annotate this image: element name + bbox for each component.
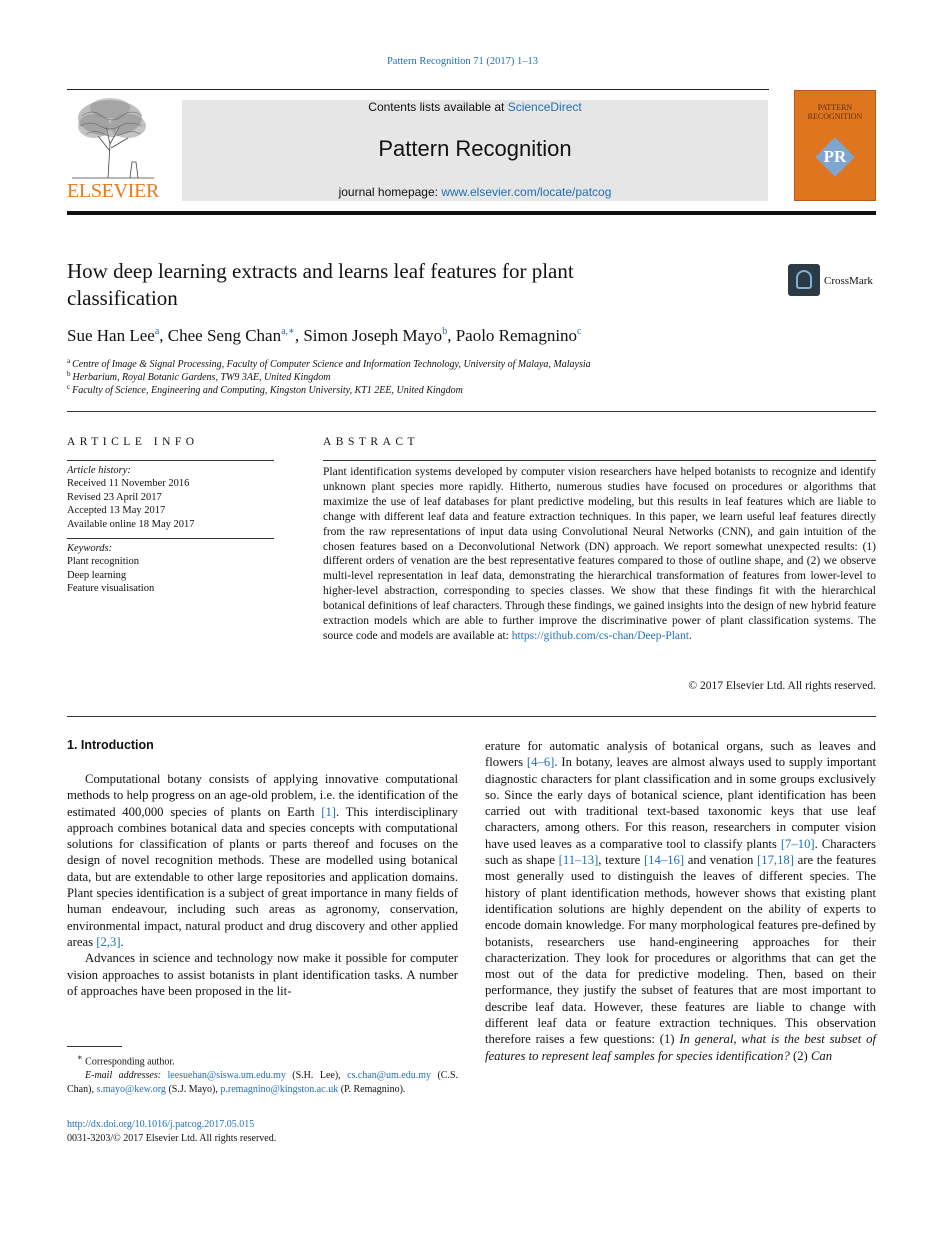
paragraph-text: . Characters such as shape [485, 836, 876, 868]
history-received: Received 11 November 2016 [67, 478, 190, 490]
abstract-body: Plant identification systems developed by computer vision researchers have helped botanists to recognize and identify unknown plant species more rapidly. Hitherto, numerous studies have focused on procedures or algorithms that maximize the use of leaf databases for plant predictive modeling, but this results in leaf features which are liable to change with different leaf data and feature extraction techniques. In this paper, we learn useful leaf features directly from the raw representations of input data using Convolutional Neural Networks (CNN), and gain intuition of the chosen features based on a Deconvolutional Network (DN) approach. We report somewhat unexpected results: (1) different orders of venation are the best representative features compared to those of outline shape, and (2) we observe multi-level representation in leaf data, demonstrating the hierarchical transformation of features from lower-level to higher-level abstraction, corresponding to species classes. We show that these findings fit with the hierarchical botanical definitions of leaf characters. Through these findings, we gained insights into the design of new hybrid feature extraction models which are able to further improve the discriminative power of plant classification systems. The source code and models are available at: [323, 466, 876, 642]
affiliation-mark: c [67, 383, 71, 391]
affiliation-mark: a [67, 357, 71, 365]
paragraph-text: . In botany, leaves are almost always used to supply important diagnostic characters for plant classification and in some groups exclusively so. Since the early days of botanical science, plant identification has been carried out with traditional text-based taxonomic keys that use leaf characters, among others. For this reason, researchers in computer vision have used leaves as a comparative tool to classify plants [485, 755, 876, 851]
history-revised: Revised 23 April 2017 [67, 491, 162, 503]
question-text: In general, what is the best subset of features to represent leaf samples for species identification? [485, 1032, 876, 1063]
elsevier-wordmark: ELSEVIER [67, 180, 160, 202]
author-name[interactable]: Paolo Remagnino [455, 326, 578, 345]
affiliation [67, 383, 463, 396]
elsevier-tree-icon [70, 96, 156, 180]
paragraph-text: Computational botany consists of applying innovative computational methods to help progress on an age-old problem, i.e. the identification of the estimated 400,000 species of plants on Earth [67, 772, 458, 819]
citation-ref[interactable]: [11–13] [558, 853, 599, 868]
abstract-rule [323, 460, 876, 461]
abstract-end: . [688, 629, 692, 642]
sciencedirect-link[interactable]: ScienceDirect [507, 100, 582, 114]
history-accepted: Accepted 13 May 2017 [67, 505, 166, 517]
citation-ref[interactable]: [17,18] [757, 853, 794, 868]
abstract-copyright: © 2017 Elsevier Ltd. All rights reserved. [688, 680, 876, 692]
homepage-line [182, 185, 768, 199]
citation-ref[interactable]: [2,3] [96, 934, 121, 949]
paragraph-text: and venation [684, 853, 757, 868]
history-online: Available online 18 May 2017 [67, 518, 195, 530]
body-column-left [67, 771, 458, 999]
header-rule [67, 411, 876, 412]
affiliation-mark: b [67, 370, 71, 378]
article-title [67, 258, 747, 312]
citation-link[interactable]: Pattern Recognition 71 (2017) 1–13 [386, 56, 539, 67]
footnotes [67, 1051, 458, 1096]
paragraph [67, 771, 458, 950]
author-name[interactable]: Chee Seng Chan [167, 326, 282, 345]
author-list: Sue Han Lee$^a$, Chee Seng Chan$^{a,∗}$, Simon Joseph Mayo$^b$, Paolo Remagnino$^c$ [67, 326, 582, 345]
doi-link[interactable]: http://dx.doi.org/10.1016/j.patcog.2017.05.015 [67, 1119, 255, 1130]
section-heading-introduction: 1. Introduction [67, 738, 154, 752]
affiliation-text: Centre of Image & Signal Processing, Faculty of Computer Science and Information Technology, University of Malaya, Malaysia [72, 359, 591, 370]
paragraph-text: . This interdisciplinary approach combines botanical data and species concepts with computational solutions for classification of plants or parts thereof and focuses on the design of novel recognition methods. These are modelled using botanical data, but are extendable to other large repositories and application domains. Plant species identification is a subject of great importance in many fields of human endeavour, including such areas as agronomy, conservation, environmental impact, natural product and drug discovery and other applied areas [67, 804, 459, 949]
paragraph-text: (2) [789, 1048, 811, 1063]
article-info-rule [67, 460, 274, 461]
paragraph-text: . [120, 934, 124, 949]
body-rule [67, 716, 876, 717]
cover-mark: PR [823, 147, 847, 166]
footnote-rule [67, 1046, 122, 1047]
elsevier-logo [67, 96, 162, 206]
journal-cover-image[interactable] [794, 90, 876, 201]
email-owner: (S.H. Lee), [285, 1069, 348, 1081]
affiliation [67, 357, 591, 370]
issn-copyright: 0031-3203/© 2017 Elsevier Ltd. All rights reserved. [67, 1132, 277, 1144]
crossmark-label: CrossMark [824, 275, 873, 287]
article-title-line2: classification [67, 286, 178, 310]
email-owner: (P. Remagnino). [338, 1083, 406, 1095]
paragraph [485, 738, 876, 1064]
masthead-bottom-rule [67, 211, 876, 215]
author-affil-mark[interactable]: a [154, 326, 160, 337]
email-link[interactable]: leesuehan@siswa.um.edu.my [167, 1069, 286, 1081]
citation-ref[interactable]: [4–6] [526, 755, 555, 770]
article-info-heading: ARTICLE INFO [67, 436, 199, 448]
keyword: Deep learning [67, 569, 127, 581]
email-addresses [67, 1069, 458, 1096]
body-column-right [485, 738, 876, 1064]
keywords-rule [67, 538, 274, 539]
keywords-block [67, 542, 274, 596]
author-affil-mark[interactable]: b [442, 326, 448, 337]
masthead-top-rule [67, 89, 769, 90]
homepage-prefix: journal homepage: [338, 185, 442, 199]
paragraph: Advances in science and technology now make it possible for computer vision approaches to assist botanists in plant identification tasks. A number of approaches have been proposed in the lit- [67, 951, 458, 998]
journal-homepage-link[interactable]: www.elsevier.com/locate/patcog [441, 185, 612, 199]
source-code-link[interactable]: https://github.com/cs-chan/Deep-Plant [511, 629, 689, 642]
journal-citation[interactable] [0, 56, 925, 67]
email-link[interactable]: s.mayo@kew.org [96, 1083, 166, 1095]
email-link[interactable]: p.remagnino@kingston.ac.uk [220, 1083, 339, 1095]
citation-ref[interactable]: [14–16] [643, 853, 685, 868]
article-history [67, 464, 274, 531]
history-label: Article history: [67, 465, 131, 476]
doi-block [67, 1118, 276, 1145]
email-owner: (S.J. Mayo), [165, 1083, 218, 1095]
abstract-heading: ABSTRACT [323, 436, 420, 448]
affiliation [67, 370, 330, 383]
paragraph-text: are the features most generally used to distinguish the leaves of different species. The history of plant identification methods, however shows that existing plant identification solutions are highly dependent on the ability of experts to encode domain knowledge. For many morphological features pre-defined by botanists, researchers use hand-engineering approaches for their characterization. They look for procedures or algorithms that can get the most out of the data for predictive modeling. Then, based on their performance, they justify the subset of features that are most important to describe leaf data. However, these features are liable to change with different leaf data or feature extraction techniques. This observation therefore raises a few questions: (1) [485, 853, 877, 1047]
email-link[interactable]: cs.chan@um.edu.my [347, 1069, 432, 1081]
article-title-line1: How deep learning extracts and learns leaf features for plant [67, 259, 574, 283]
cover-title: PATTERN RECOGNITION [807, 103, 863, 121]
paragraph-text: erature for automatic analysis of botanical organs, such as leaves and flowers [485, 739, 876, 770]
contents-line [182, 100, 768, 114]
citation-ref[interactable]: [1] [321, 804, 337, 819]
keyword: Feature visualisation [67, 583, 155, 595]
crossmark-icon [788, 264, 820, 296]
author-affil-mark[interactable]: a,∗ [281, 326, 295, 337]
citation-ref[interactable]: [7–10] [780, 836, 815, 851]
corresponding-author-note [67, 1051, 458, 1069]
keywords-label: Keywords: [67, 543, 113, 554]
footnote-mark: ∗ [77, 1053, 83, 1062]
paragraph-text: , texture [598, 853, 644, 868]
journal-title: Pattern Recognition [378, 136, 572, 161]
affiliation-text: Herbarium, Royal Botanic Gardens, TW9 3AE, United Kingdom [72, 372, 331, 383]
contents-prefix: Contents lists available at [368, 100, 508, 114]
abstract-text [323, 465, 876, 644]
email-owner: (C.S. Chan), [67, 1069, 459, 1095]
affiliation-text: Faculty of Science, Engineering and Computing, Kingston University, KT1 2EE, United Kingdom [72, 385, 463, 396]
author-affil-mark[interactable]: c [577, 326, 582, 337]
author-name[interactable]: Simon Joseph Mayo [303, 326, 443, 345]
email-label: E-mail addresses: [85, 1069, 162, 1081]
question-text: Can [810, 1048, 833, 1063]
author-name[interactable]: Sue Han Lee [67, 326, 155, 345]
footnote-text: Corresponding author. [85, 1056, 175, 1068]
keyword: Plant recognition [67, 556, 140, 568]
